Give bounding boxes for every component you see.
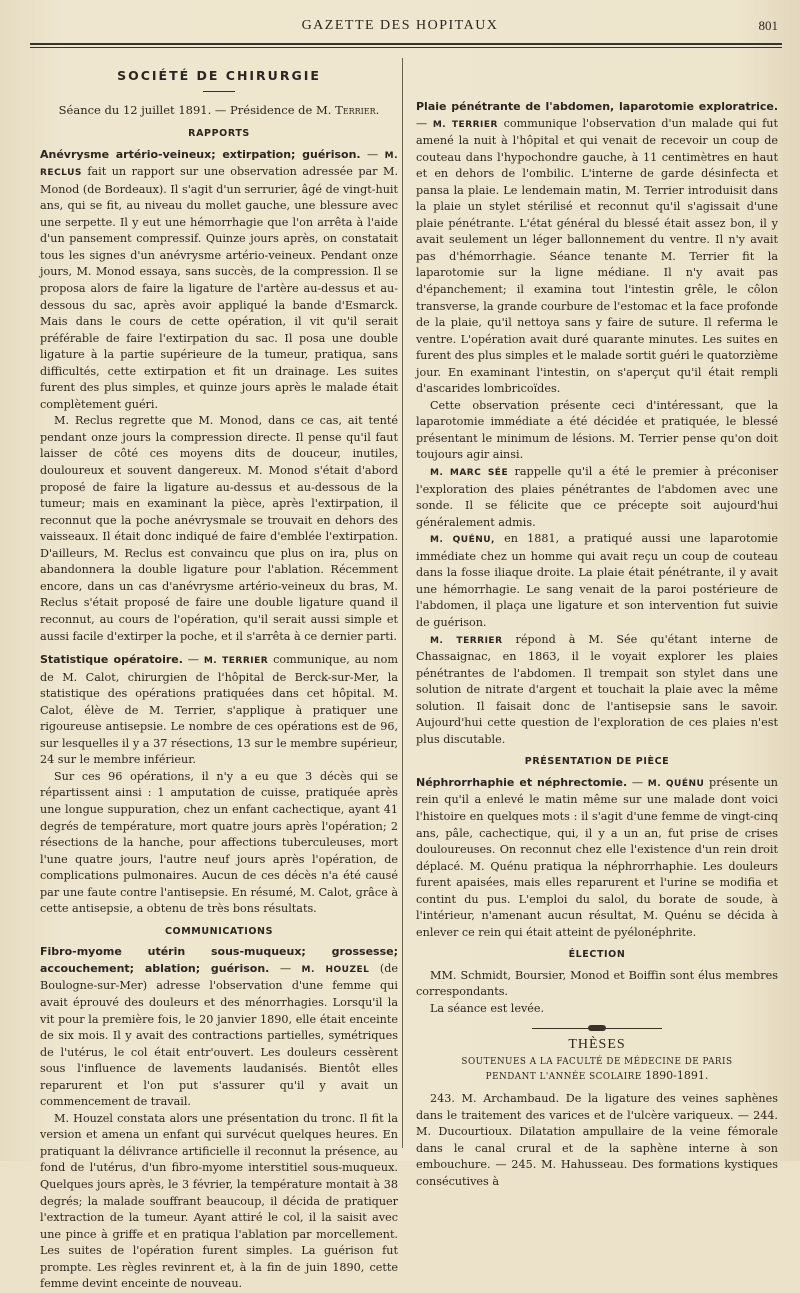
paragraph: M. Houzel constata alors une présentation du tronc. Il fit la version et amena un enfant qui survécut quelques heures. En pratiquant la délivrance artificielle il reconnut la présence, au fond de l'utérus, d'un fibro-myome interstitiel sous-muqueux. Quelques jours après, le 3 février, la température montait à 38 degrés; la malade souffrant beaucoup, il décida de pratiquer l'extraction de la tumeur. Ayant attiré le col, il la saisit avec une pince à griffe et en pratiqua l'ablation par morcellement. Les suites de l'opération furent simples. La guérison fut prompte. Les règles revinrent et, à la fin de juin 1890, cette femme devint enceinte de nouveau. [40, 1111, 398, 1291]
seance-line [40, 102, 398, 119]
ornament-rule [532, 1028, 662, 1029]
paragraph: Anévrysme artério-veineux; extirpation; guérison. — M. RECLUS fait un rapport sur une observation adressée par M. Monod (de Bordeaux). Il s'agit d'un serrurier, âgé de vingt-huit ans, qui se fit, au niveau du mollet gauche, une blessure avec une serpette. Il y eut une hémorrhagie que l'on arrêta à l'aide d'un pansement compressif. Quinze jours après, on constatait tous les signes d'un anévrysme artério-veineux. Pendant onze jours, M. Monod essaya, sans succès, de la compression. Il se proposa alors de faire la ligature de l'artère au-dessus et au-dessous du sac, après avoir appliqué la bande d'Esmarck. Mais dans le cours de cette opération, il vit qu'il serait préférable de faire l'extirpation du sac. Il posa une double ligature à la partie supérieure de la tumeur, pratiqua, sans difficultés, cette extirpation et fit un drainage. Les suites furent des plus simples, et quinze jours après le malade était complètement guéri. [40, 147, 398, 411]
paragraph: La séance est levée. [430, 1001, 545, 1015]
speaker-name: M. QUÉNU, [430, 535, 495, 546]
paragraph: 243. M. Archambaud. De la ligature des veines saphènes dans le traitement des varices et de l'ulcère variqueux. — 244. M. Ducourtioux. Dilatation ampullaire de la veine fémorale dans le canal crural et de la saphène interne à son embouchure. — 245. M. Hahusseau. Des formations kystiques consécutives à [416, 1092, 778, 1188]
article-lead: Statistique opératoire. [40, 653, 183, 667]
article-lead: Plaie pénétrante de l'abdomen, laparotomie exploratrice. [416, 100, 778, 113]
title-rule [203, 91, 235, 92]
paragraph: Cette observation présente ceci d'intéressant, que la laparotomie immédiate a été décidée et pratiquée, le blessé présentant le minimum de lésions. M. Terrier pense qu'on doit toujours agir ainsi. [416, 398, 778, 462]
paragraph: Néphrorrhaphie et néphrectomie. — M. QUÉNU présente un rein qu'il a enlevé le matin même sur une malade dont voici l'histoire en quelques mots : il s'agit d'une femme de vingt-cinq ans, pâle, cachectique, qui, il y a un an, fut prise de crises douloureuses. On reconnut chez elle l'existence d'un rein droit déplacé. M. Quénu pratiqua la néphrorrhaphie. Les douleurs furent apaisées, mais elles reparurent et l'urine se modifia et contint du pus. L'emploi du salol, du borate de soude, à l'intérieur, n'amenant aucun résultat, M. Quénu se décida à enlever ce rein qui était atteint de pyélonéphrite. [416, 775, 778, 939]
journal-title: GAZETTE DES HOPITAUX [301, 18, 499, 33]
paragraph: M. TERRIER répond à M. Sée qu'étant interne de Chassaignac, en 1863, il le voyait explorer les plaies pénétrantes de l'abdomen. Il trempait son stylet dans une solution de nitrate d'argent et touchait la plaie avec la même solution. Il faisait donc de l'antisepsie sans le savoir. Aujourd'hui cette question de l'exploration de ces plaies n'est plus discutable. [416, 632, 778, 746]
section-title: SOCIÉTÉ DE CHIRURGIE [117, 68, 321, 83]
paragraph: M. QUÉNU, en 1881, a pratiqué aussi une laparotomie immédiate chez un homme qui avait reçu un coup de couteau dans la fosse iliaque droite. La plaie était pénétrante, il y avait une hémorrhagie. Le sang venait de la paroi postérieure de l'abdomen, il plaça une ligature et son intervention fut suivie de guérison. [416, 532, 779, 629]
left-column [40, 56, 398, 1293]
paragraph: Plaie pénétrante de l'abdomen, laparotomie exploratrice. — M. TERRIER communique l'observation d'un malade qui fut amené la nuit à l'hôpital et qui venait de recevoir un coup de couteau dans l'hypochondre gauche, à 11 centimètres en haut et en dehors de l'ombilic. L'interne de garde désinfecta et pansa la plaie. Le lendemain matin, M. Terrier introduisit dans la plaie un stylet stérilisé et reconnut qu'il s'agissait d'une plaie pénétrante. L'état général du blessé était assez bon, il y avait seulement un léger ballonnement du ventre. Il n'y avait pas d'hémorrhagie. Séance tenante M. Terrier fit la laparotomie sur la ligne médiane. Il n'y avait pas d'épanchement; il examina tout l'intestin grêle, le côlon transverse, la grande courbure de l'estomac et la face profonde de la plaie, qu'il nettoya sans y faire de suture. Il referma le ventre. L'opération avait duré quarante minutes. Les suites en furent des plus simples et le malade sortit guéri le quatorzième jour. En examinant l'intestin, on s'aperçut qu'il était rempli d'ascarides lombricoïdes. [416, 100, 778, 396]
theses-heading: THÈSES [568, 1036, 626, 1052]
rapports-heading: RAPPORTS [188, 128, 250, 140]
header-rule-thick [30, 43, 782, 45]
election-heading: ÉLECTION [568, 949, 626, 961]
speaker-name: M. RECLUS [40, 150, 398, 179]
column-divider [402, 58, 403, 1148]
theses-subtitle: SOUTENUES A LA FACULTÉ DE MÉDECINE DE PARIS PENDANT L'ANNÉE SCOLAIRE 1890-1891. [461, 1057, 733, 1083]
header-rule-thin [30, 47, 782, 48]
seance-prefix: Séance du 12 juillet 1891. — Présidence de M. [58, 102, 332, 117]
article-lead: Anévrysme artério-veineux; extirpation; guérison. [40, 147, 361, 161]
speaker-name: M. QUÉNU [647, 778, 705, 789]
paragraph: Fibro-myome utérin sous-muqueux; grossesse; accouchement; ablation; guérison. — M. HOUZEL (de Boulogne-sur-Mer) adresse l'observation d'une femme qui avait éprouvé des douleurs et des ménorrhagies. Lorsqu'il la vit pour la première fois, le 20 janvier 1890, elle était enceinte de six mois. Il y avait des contractions partielles, symétriques de l'utérus, le col était entr'ouvert. Les douleurs cessèrent sous l'influence de lavements laudanisés. Bientôt elles reparurent et l'on put s'assurer qu'il y avait un commencement de travail. [40, 945, 399, 1109]
paragraph: M. MARC SÉE rappelle qu'il a été le premier à préconiser l'exploration des plaies pénétrantes de l'abdomen avec une sonde. Il se félicite que ce précepte soit aujourd'hui généralement admis. [416, 465, 778, 529]
paragraph: M. Reclus regrette que M. Monod, dans ce cas, ait tenté pendant onze jours la compression directe. Il pense qu'il faut laisser de côté ces moyens dits de douceur, inutiles, douloureux et souvent dangereux. M. Monod s'était d'abord proposé de faire la ligature au-dessus et au-dessous de la tumeur; mais en examinant la pièce, après l'extirpation, il reconnut que la poche anévrysmale se trouvait en dehors des vaisseaux. Il était donc indiqué de faire d'emblée l'extirpation. D'ailleurs, M. Reclus est convaincu que plus on ira, plus on abandonnera la double ligature pour l'ablation. Récemment encore, dans un cas d'anévrysme artério-veineux du bras, M. Reclus s'était proposé de faire une double ligature quand il reconnut, au cours de l'opération, qu'il serait aussi simple et aussi facile d'extirper la poche, et il s'arrêta à ce dernier parti. [40, 414, 398, 643]
right-column [416, 92, 778, 1190]
presentation-heading: PRÉSENTATION DE PIÈCE [524, 756, 670, 768]
article-lead: Fibro-myome utérin sous-muqueux; grossesse; accouchement; ablation; guérison. [40, 945, 398, 975]
page-number: 801 [758, 18, 778, 33]
article-lead: Néphrorrhaphie et néphrectomie. [416, 775, 628, 789]
paragraph: Statistique opératoire. — M. TERRIER communique, au nom de M. Calot, chirurgien de l'hôpital de Berck-sur-Mer, la statistique des opérations pratiquées dans cet hôpital. M. Calot, élève de M. Terrier, s'applique à pratiquer une rigoureuse antisepsie. Le nombre de ces opérations est de 96, sur lesquelles il y a 37 résections, 13 sur le membre supérieur, 24 sur le membre inférieur. [40, 653, 398, 767]
speaker-name: M. HOUZEL [301, 964, 370, 975]
paragraph: Sur ces 96 opérations, il n'y a eu que 3 décès qui se répartissent ainsi : 1 amputation de cuisse, pratiquée après une longue suppuration, chez un enfant cachectique, ayant 41 degrés de température, mort quatre jours après l'opération; 2 résections de la hanche, pour affections tuberculeuses, mort l'une quatre jours, l'autre neuf jours après l'opération, de complications pulmonaires. Aucun de ces décès n'a été causé par une faute contre l'antisepsie. En résumé, M. Calot, grâce à cette antisepsie, a obtenu de très bons résultats. [40, 769, 398, 916]
speaker-name: M. TERRIER [430, 635, 503, 646]
page-header [0, 18, 800, 46]
speaker-name: M. MARC SÉE [430, 468, 509, 479]
paragraph: MM. Schmidt, Boursier, Monod et Boiffin sont élus membres correspondants. [416, 968, 778, 999]
speaker-name: M. TERRIER [432, 119, 498, 130]
communications-heading: COMMUNICATIONS [164, 925, 274, 937]
speaker-name: M. TERRIER [203, 656, 269, 667]
seance-president: Terrier. [335, 102, 380, 117]
